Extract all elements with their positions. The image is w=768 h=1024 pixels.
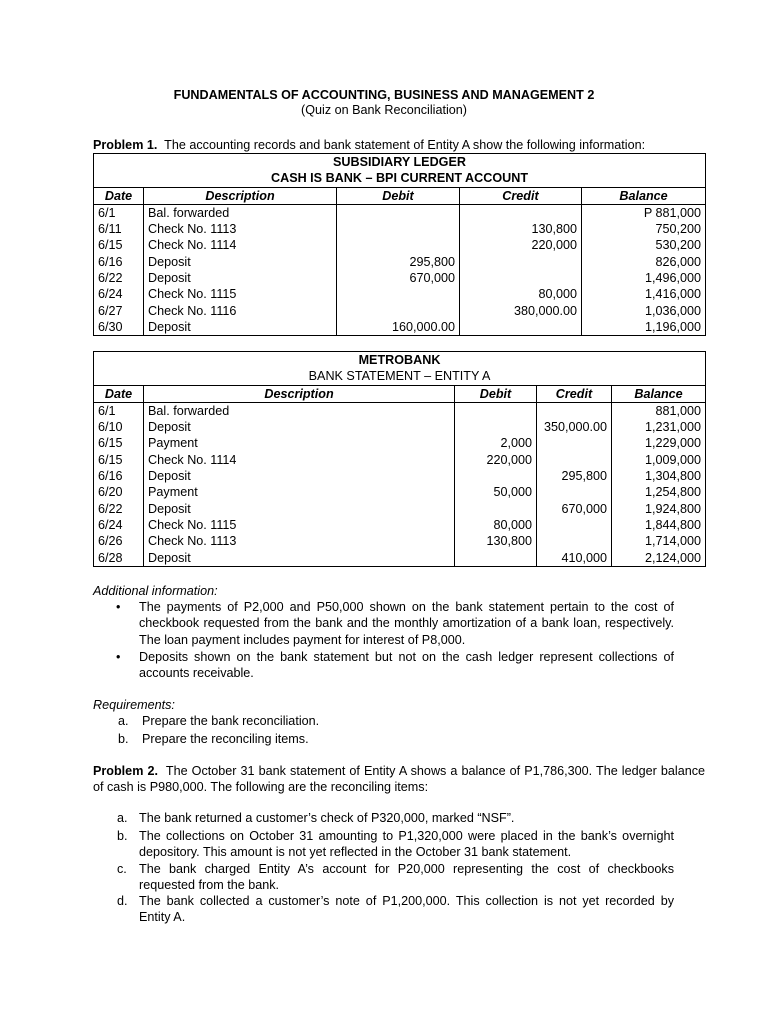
date-cell: 6/22: [94, 270, 144, 286]
description-cell: Check No. 1113: [144, 533, 455, 549]
credit-cell: 80,000: [460, 286, 582, 302]
description-cell: Deposit: [144, 419, 455, 435]
description-cell: Payment: [144, 484, 455, 500]
balance-cell: 1,714,000: [612, 533, 706, 549]
column-header: Debit: [337, 187, 460, 204]
column-header: Date: [94, 385, 144, 402]
date-cell: 6/11: [94, 221, 144, 237]
credit-cell: 670,000: [537, 501, 612, 517]
description-cell: Deposit: [144, 270, 337, 286]
balance-cell: 1,304,800: [612, 468, 706, 484]
bank-title: METROBANK: [358, 353, 441, 367]
description-cell: Bal. forwarded: [144, 204, 337, 221]
document-title: FUNDAMENTALS OF ACCOUNTING, BUSINESS AND MANAGEMENT 2: [173, 88, 595, 102]
table-row: [94, 221, 706, 237]
credit-cell: 350,000.00: [537, 419, 612, 435]
problem2-text: The October 31 bank statement of Entity A shows a balance of P1,786,300. The ledger balance of cash is P980,000. The following are the reconciling items:: [93, 764, 706, 795]
problem1-intro: [93, 137, 705, 153]
description-cell: Payment: [144, 435, 455, 451]
reconciling-item: The bank collected a customer’s note of P1,200,000. This collection is not yet recorded by Entity A.: [139, 894, 674, 925]
date-cell: 6/15: [94, 435, 144, 451]
balance-cell: 1,416,000: [582, 286, 706, 302]
date-cell: 6/28: [94, 550, 144, 567]
additional-bullet: Deposits shown on the bank statement but not on the cash ledger represent collections of accounts receivable.: [139, 650, 674, 681]
debit-cell: [337, 286, 460, 302]
table-row: [94, 501, 706, 517]
credit-cell: [460, 204, 582, 221]
credit-cell: 410,000: [537, 550, 612, 567]
column-header: Credit: [460, 187, 582, 204]
balance-cell: 1,924,800: [612, 501, 706, 517]
table-row: [94, 254, 706, 270]
debit-cell: [337, 237, 460, 253]
requirement-item: Prepare the bank reconciliation.: [142, 714, 320, 728]
requirement-marker: a.: [118, 714, 129, 728]
problem2-label: Problem 2.: [93, 764, 158, 778]
debit-cell: [455, 501, 537, 517]
column-header: Debit: [455, 385, 537, 402]
balance-cell: 530,200: [582, 237, 706, 253]
credit-cell: [537, 435, 612, 451]
credit-cell: [537, 517, 612, 533]
reconciling-item: The bank returned a customer’s check of P320,000, marked “NSF”.: [139, 811, 515, 825]
bullet-icon: •: [116, 600, 121, 614]
debit-cell: 670,000: [337, 270, 460, 286]
reconciling-item: The bank charged Entity A’s account for P20,000 representing the cost of checkbooks requested from the bank.: [139, 862, 674, 893]
description-cell: Check No. 1114: [144, 237, 337, 253]
ledger-table: [93, 153, 706, 336]
balance-cell: 1,844,800: [612, 517, 706, 533]
table-row: [94, 517, 706, 533]
debit-cell: [455, 550, 537, 567]
column-header: Description: [144, 385, 455, 402]
document-subtitle: (Quiz on Bank Reconciliation): [301, 103, 467, 117]
balance-cell: 1,231,000: [612, 419, 706, 435]
date-cell: 6/15: [94, 452, 144, 468]
description-cell: Check No. 1115: [144, 517, 455, 533]
description-cell: Check No. 1113: [144, 221, 337, 237]
balance-cell: 1,254,800: [612, 484, 706, 500]
table-row: [94, 468, 706, 484]
table-row: [94, 303, 706, 319]
balance-cell: 1,196,000: [582, 319, 706, 336]
problem1-label: Problem 1.: [93, 138, 158, 152]
date-cell: 6/16: [94, 254, 144, 270]
table-row: [94, 319, 706, 336]
additional-info-heading: Additional information:: [93, 584, 218, 598]
credit-cell: 295,800: [537, 468, 612, 484]
debit-cell: [455, 402, 537, 419]
credit-cell: [460, 270, 582, 286]
date-cell: 6/10: [94, 419, 144, 435]
debit-cell: 130,800: [455, 533, 537, 549]
requirements-heading: Requirements:: [93, 698, 175, 712]
table-row: [94, 419, 706, 435]
balance-cell: 1,009,000: [612, 452, 706, 468]
credit-cell: [537, 452, 612, 468]
debit-cell: [455, 419, 537, 435]
requirement-item: Prepare the reconciling items.: [142, 732, 309, 746]
date-cell: 6/1: [94, 402, 144, 419]
item-marker: b.: [117, 829, 128, 843]
credit-cell: [537, 484, 612, 500]
column-header: Balance: [582, 187, 706, 204]
date-cell: 6/24: [94, 517, 144, 533]
date-cell: 6/20: [94, 484, 144, 500]
ledger-title: SUBSIDIARY LEDGER: [333, 155, 466, 169]
debit-cell: [337, 303, 460, 319]
debit-cell: 220,000: [455, 452, 537, 468]
ledger-subtitle: CASH IS BANK – BPI CURRENT ACCOUNT: [271, 171, 529, 186]
credit-cell: [537, 402, 612, 419]
requirement-marker: b.: [118, 732, 129, 746]
table-row: [94, 286, 706, 302]
table-row: [94, 237, 706, 253]
date-cell: 6/22: [94, 501, 144, 517]
credit-cell: [460, 254, 582, 270]
date-cell: 6/26: [94, 533, 144, 549]
bank-subtitle: BANK STATEMENT – ENTITY A: [308, 369, 491, 384]
balance-cell: 750,200: [582, 221, 706, 237]
description-cell: Deposit: [144, 501, 455, 517]
column-header: Date: [94, 187, 144, 204]
item-marker: a.: [117, 811, 128, 825]
balance-cell: 1,036,000: [582, 303, 706, 319]
date-cell: 6/1: [94, 204, 144, 221]
debit-cell: [337, 204, 460, 221]
item-marker: d.: [117, 894, 128, 908]
debit-cell: 50,000: [455, 484, 537, 500]
table-row: [94, 402, 706, 419]
credit-cell: [537, 533, 612, 549]
description-cell: Deposit: [144, 550, 455, 567]
balance-cell: 1,229,000: [612, 435, 706, 451]
bank-statement-table: [93, 351, 706, 567]
date-cell: 6/24: [94, 286, 144, 302]
description-cell: Check No. 1115: [144, 286, 337, 302]
table-row: [94, 204, 706, 221]
table-row: [94, 484, 706, 500]
balance-cell: P 881,000: [582, 204, 706, 221]
date-cell: 6/16: [94, 468, 144, 484]
problem1-text: The accounting records and bank statement of Entity A show the following information:: [164, 138, 646, 152]
column-header: Balance: [612, 385, 706, 402]
debit-cell: 2,000: [455, 435, 537, 451]
table-row: [94, 550, 706, 567]
problem2-intro: [93, 763, 705, 796]
debit-cell: 80,000: [455, 517, 537, 533]
additional-bullet: The payments of P2,000 and P50,000 shown on the bank statement pertain to the cost of checkbook requested from the bank and the monthly amortization of a bank loan, respectively. The loan payment includes payment for interest of P8,000.: [139, 600, 674, 647]
column-header: Credit: [537, 385, 612, 402]
table-row: [94, 270, 706, 286]
credit-cell: 380,000.00: [460, 303, 582, 319]
date-cell: 6/15: [94, 237, 144, 253]
description-cell: Deposit: [144, 468, 455, 484]
balance-cell: 2,124,000: [612, 550, 706, 567]
table-row: [94, 452, 706, 468]
description-cell: Bal. forwarded: [144, 402, 455, 419]
item-marker: c.: [117, 862, 127, 876]
debit-cell: [455, 468, 537, 484]
balance-cell: 1,496,000: [582, 270, 706, 286]
bullet-icon: •: [116, 650, 121, 664]
reconciling-item: The collections on October 31 amounting to P1,320,000 were placed in the bank’s overnight depository. This amount is not yet reflected in the October 31 bank statement.: [139, 829, 674, 860]
balance-cell: 826,000: [582, 254, 706, 270]
balance-cell: 881,000: [612, 402, 706, 419]
description-cell: Deposit: [144, 254, 337, 270]
table-row: [94, 533, 706, 549]
credit-cell: [460, 319, 582, 336]
table-row: [94, 435, 706, 451]
debit-cell: 160,000.00: [337, 319, 460, 336]
description-cell: Deposit: [144, 319, 337, 336]
debit-cell: 295,800: [337, 254, 460, 270]
description-cell: Check No. 1114: [144, 452, 455, 468]
credit-cell: 220,000: [460, 237, 582, 253]
credit-cell: 130,800: [460, 221, 582, 237]
debit-cell: [337, 221, 460, 237]
date-cell: 6/30: [94, 319, 144, 336]
date-cell: 6/27: [94, 303, 144, 319]
column-header: Description: [144, 187, 337, 204]
description-cell: Check No. 1116: [144, 303, 337, 319]
